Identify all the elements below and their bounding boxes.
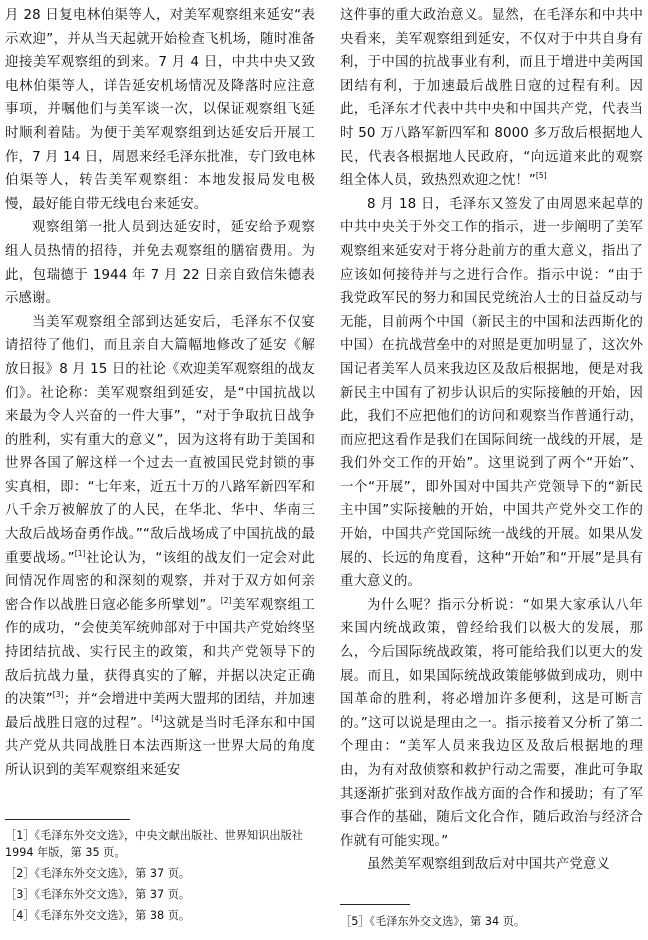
- paragraph: 观察组第一批人员到达延安时，延安给予观察组人员热情的招待，并免去观察组的膳宿费用。为此，包瑞德于 1944 年 7 月 22 日亲自致信朱德表示感谢。: [5, 220, 315, 307]
- footnote-ref[interactable]: [3]: [52, 690, 64, 700]
- footnote-divider: [5, 819, 130, 820]
- paragraph-text: 美军观察组工作的成功，“会使美军统帅部对于中国共产党始终坚持团结抗战、实行民主的政策，和共产党领导下的敌后抗战力量，获得真实的了解，并据以决定正确的决策”: [5, 597, 315, 708]
- footnote-ref[interactable]: [5]: [535, 171, 547, 181]
- paragraph: 虽然美军观察组到敌后对中国共产党意义: [367, 857, 610, 873]
- paragraph: 为什么呢？指示分析说：“如果大家承认八年来国内统战政策，曾经给我们以极大的发展，那么，今后国际统战政策，将可能给我们以更大的发展。而且，如果国际统战政策能够做到成功，则中国革命的胜利，将必增加许多便利，这是可断言的。”这可以说是理由之一。指示接着又分析了第二个理由：“美军人员来我边区及敌后根据地的理由，为有对敌侦察和救护行动之需要，准此可争取其逐渐扩张到对敌作战方面的合作和援助；有了军事合作的基础，随后文化合作，随后政治与经济合作就有可能实现。”: [340, 597, 643, 849]
- footnote-ref[interactable]: [4]: [151, 713, 163, 723]
- paragraph-text: 这件事的重大政治意义。显然，在毛泽东和中共中央看来，美军观察组到延安，不仅对于中共自身有利，于中国的抗战事业有利，而且于增进中美两国团结有利，于加速最后战胜日寇的过程有利。因此，毛泽东才代表中共中央和中国共产党，代表当时 50 万八路军新四军和 8000 多万敌后根据地人民，代表各根据地人民政府，“向远道来此的观察组全体人员，致热烈欢迎之忱！”: [340, 8, 643, 189]
- footnote: ［4］《毛泽东外交文选》，第 38 页。: [5, 909, 191, 922]
- paragraph-text: 当美军观察组全部到达延安后，毛泽东不仅宴请招待了他们，而且亲自大篇幅地修改了延安《解放日报》8 月 15 日的社论《欢迎美军观察组的战友们》。社论称：美军观察组到延安，是“中国抗战以来最为令人兴奋的一件大事”，“对于争取抗日战争的胜利，实有重大的意义”，因为这将有助于美国和世界各国了解这样一个过去一直被国民党封锁的事实真相，即：“七年来，近五十万的八路军新四军和八千余万被解放了的人民，在华北、华中、华南三大敌后战场奋勇作战。”“敌后战场成了中国抗战的最重要战场。”: [5, 314, 315, 566]
- footnote: ［5］《毛泽东外交文选》，第 34 页。: [340, 915, 526, 928]
- right-column: [340, 4, 643, 877]
- footnote-ref[interactable]: [1]: [74, 548, 86, 558]
- footnote: ［2］《毛泽东外交文选》，第 37 页。: [5, 867, 191, 880]
- footnote: ［3］《毛泽东外交文选》，第 37 页。: [5, 888, 191, 901]
- paragraph-text: 这就是当时毛泽东和中国共产党从共同战胜日本法西斯这一世界大局的角度所认识到的美军观察组来延安: [5, 715, 315, 778]
- paragraph: 月 28 日复电林伯渠等人，对美军观察组来延安“表示欢迎”，并从当天起就开始检查飞机场，随时准备迎接美军观察组的到来。7 月 4 日，中共中央又致电林伯渠等人，详告延安机场情况及降落时应注意事项，并嘱他们与美军谈一次，以保证观察组飞延时顺利着陆。为便于美军观察组到达延安后开展工作，7 月 14 日，周恩来经毛泽东批准，专门致电林伯渠等人，转告美军观察组：本地发报局发电极慢，最好能自带无线电台来延安。: [5, 8, 315, 212]
- footnote-ref[interactable]: [2]: [220, 595, 232, 605]
- paragraph: [5, 311, 315, 783]
- footnote-divider: [340, 904, 410, 905]
- left-column: [5, 4, 315, 783]
- paragraph: 8 月 18 日，毛泽东又签发了由周恩来起草的中共中央关于外交工作的指示，进一步阐明了美军观察组来延安对于将分赴前方的重大意义，指出了应该如何接待并与之进行合作。指示中说：“由于我党政军民的努力和国民党统治人士的日益反动与无能，目前两个中国（新民主的中国和法西斯化的中国）在抗战营垒中的对照是更加明显了，这次外国记者美军人员来我边区及敌后根据地，便是对我新民主中国有了初步认识后的实际接触的开始，因此，我们不应把他们的访问和观察当作普通行动，而应把这看作是我们在国际间统一战线的开展，是我们外交工作的开始”。这里说到了两个“开始”、一个“开展”，即外国对中国共产党领导下的“新民主中国”实际接触的开始，中国共产党外交工作的开始，中国共产党国际统一战线的开展。如果从发展的、长远的角度看，这种“开始”和“开展”是具有重大意义的。: [340, 196, 643, 590]
- paragraph-text: 社论认为，“该组的战友们一定会对此间情况作周密的和深刻的观察，并对于双方如何亲密合作以战胜日寇必能多所擘划”。: [5, 550, 315, 613]
- paragraph: [340, 4, 643, 193]
- footnote: ［1］《毛泽东外交文选》，中央文献出版社、世界知识出版社 1994 年版，第 35 页。: [5, 829, 303, 859]
- paragraph-text: ；并“会增进中美两大盟邦的团结，并加速最后战胜日寇的过程”。: [5, 692, 315, 731]
